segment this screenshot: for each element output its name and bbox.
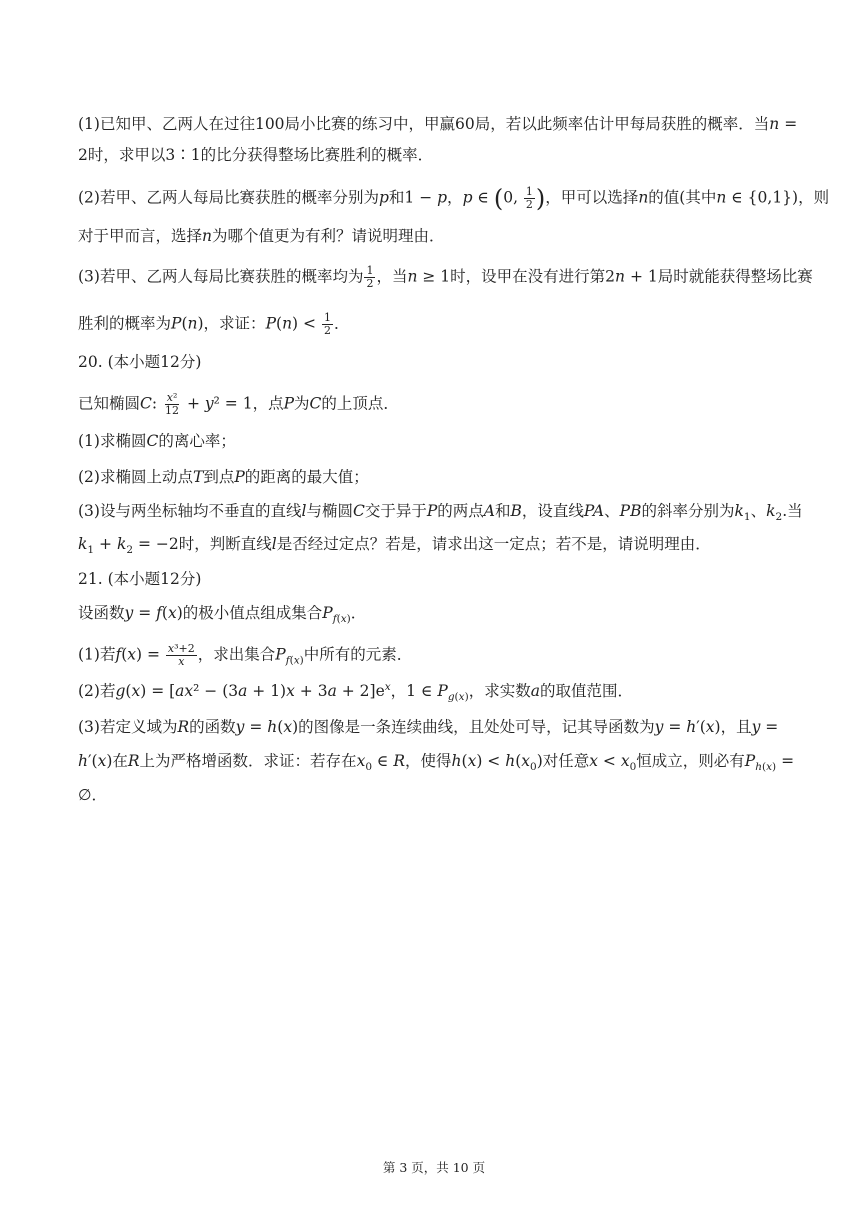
q21-part2: (2)若$g(x) = [ax^2 - (3a + 1)x + 3a + 2]e^x$，1 ∈ $P_{g(x)}$，求实数a的取值范围． [78, 680, 633, 704]
q20-header: 20. (本小题12分) [78, 353, 202, 371]
q19-part3-line2: 胜利的概率为P(n)，求证：P(n) < $\frac{1}{2}$ ． [78, 311, 350, 337]
page-footer: 第 3 页，共 10 页 [382, 1160, 486, 1175]
q20-part3-line2: $k_1 + k_2 = -2$时，判断直线l是否经过定点？若是，请求出这一定点；若不是，请说明理由． [78, 535, 711, 557]
q21-part3-line2: h′(x)在R上为严格增函数．求证：若存在$x_0$ ∈ R，使得$h(x) < h(x_0)$对任意$x < x_0$恒成立，则必有$P_{h(x)}$ = [78, 752, 795, 774]
q20-stem: 已知椭圆C: $\frac{\text{x²}}{12}$ + y² = 1，点P为C的上顶点． [78, 391, 399, 417]
q21-header: 21. (本小题12分) [78, 570, 202, 588]
q20-part2: (2)求椭圆上动点T到点P的距离的最大值； [78, 468, 369, 486]
q21-part3-line3: ∅． [78, 786, 108, 804]
q21-part1: (1)若f(x) = $\frac{\text{x³+2}}{x}$ ，求出集合$P_{f(x)}$中所有的元素． [78, 642, 413, 668]
q20-part3-line1: (3)设与两坐标轴均不垂直的直线l与椭圆C交于异于P的两点A和B，设直线PA、PB的斜率分别为$k_1$、$k_2$.当 [78, 502, 803, 524]
q19-part1-line1: (1)已知甲、乙两人在过往100局小比赛的练习中，甲赢60局，若以此频率估计甲每局获胜的概率．当n = [78, 115, 798, 133]
q19-part2-line2: 对于甲而言，选择n为哪个值更为有利？请说明理由． [78, 227, 445, 245]
q21-part3-line1: (3)若定义域为R的函数y = h(x)的图像是一条连续曲线，且处处可导，记其导函数为y = h′(x)，且y = [78, 718, 779, 736]
q19-part3-line1: (3)若甲、乙两人每局比赛获胜的概率均为 $\frac{1}{2}$ ，当n ≥ 1时，设甲在没有进行第2n + 1局时就能获得整场比赛 [78, 264, 813, 290]
q20-part1: (1)求椭圆C的离心率； [78, 432, 236, 450]
q21-stem: 设函数y = f(x)的极小值点组成集合$P_{f(x)}$． [78, 604, 367, 626]
q19-part2-line1: (2)若甲、乙两人每局比赛获胜的概率分别为p和1 − p，p ∈ (0, $\frac{1}{2}$ )，甲可以选择n的值(其中n ∈ {0,1})，则 [78, 184, 830, 213]
q19-part1-line2: 2时，求甲以3∶1的比分获得整场比赛胜利的概率． [78, 146, 434, 164]
